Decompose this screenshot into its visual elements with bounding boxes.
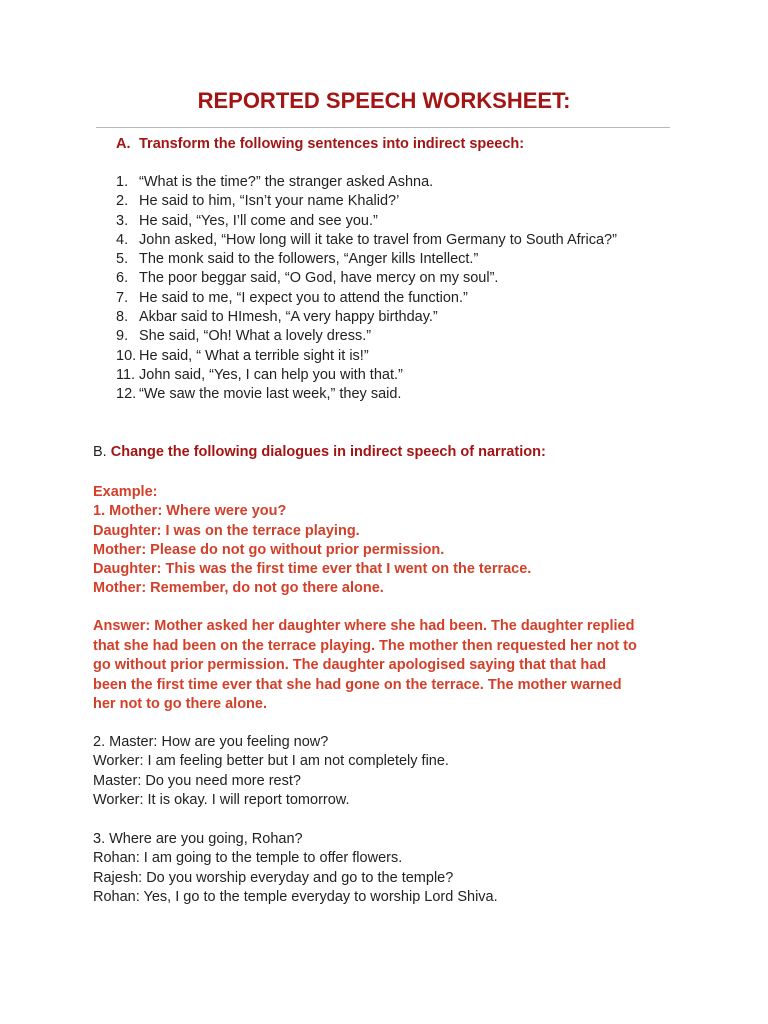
dialogue-line: Rohan: I am going to the temple to offer flowers. xyxy=(93,850,403,867)
item-number: 2. xyxy=(116,193,129,210)
dialogue-line: Rajesh: Do you worship everyday and go to the temple? xyxy=(93,869,454,886)
dialogue-line: 3. Where are you going, Rohan? xyxy=(93,831,303,847)
dialogue-line: Worker: It is okay. I will report tomorrow. xyxy=(93,791,350,808)
item-number: 11. xyxy=(116,366,136,383)
item-number: 4. xyxy=(116,231,129,248)
example-label: Example: xyxy=(93,484,158,500)
item-text: “We saw the movie last week,” they said. xyxy=(139,386,402,403)
answer-line: that she had been on the terrace playing. The mother then requested her not to xyxy=(93,637,637,654)
answer-line: been the first time ever that she had gone on the terrace. The mother warned xyxy=(93,676,622,693)
item-number: 8. xyxy=(116,309,129,326)
item-number: 9. xyxy=(116,328,129,345)
list-item xyxy=(116,212,617,231)
example-answer xyxy=(93,617,683,715)
dialogue-line: Worker: I am feeling better but I am not completely fine. xyxy=(93,753,449,770)
section-b-heading xyxy=(93,444,546,460)
list-item xyxy=(116,366,617,385)
item-number: 10. xyxy=(116,347,137,364)
item-text: The monk said to the followers, “Anger kills Intellect.” xyxy=(139,251,479,268)
page-title: REPORTED SPEECH WORKSHEET: xyxy=(197,88,571,113)
section-a-heading-text: Transform the following sentences into indirect speech: xyxy=(139,136,525,152)
dialogue-line: 2. Master: How are you feeling now? xyxy=(93,734,329,750)
item-number: 12. xyxy=(116,386,137,403)
item-text: He said to me, “I expect you to attend the function.” xyxy=(139,289,468,306)
list-item xyxy=(116,289,617,308)
example-line: Mother: Remember, do not go there alone. xyxy=(93,580,384,597)
dialogue-line: Master: Do you need more rest? xyxy=(93,772,301,789)
item-number: 3. xyxy=(116,212,129,229)
item-text: He said to him, “Isn’t your name Khalid?’ xyxy=(139,193,400,210)
list-item xyxy=(116,269,617,288)
item-text: He said, “ What a terrible sight it is!” xyxy=(139,347,369,364)
example-line: Mother: Please do not go without prior permission. xyxy=(93,541,445,558)
item-text: He said, “Yes, I’ll come and see you.” xyxy=(139,212,378,229)
item-number: 1. xyxy=(116,174,129,190)
answer-line: her not to go there alone. xyxy=(93,696,268,712)
list-item xyxy=(116,327,617,346)
section-b-heading-text: Change the following dialogues in indirect speech of narration: xyxy=(110,444,546,460)
dialogue-line: Rohan: Yes, I go to the temple everyday to worship Lord Shiva. xyxy=(93,888,498,905)
list-item xyxy=(116,192,617,211)
item-text: “What is the time?” the stranger asked Ashna. xyxy=(139,174,434,190)
list-item xyxy=(116,250,617,269)
list-item xyxy=(116,308,617,327)
item-text: Akbar said to HImesh, “A very happy birthday.” xyxy=(139,309,438,326)
section-a-heading xyxy=(116,136,524,152)
example-line: Daughter: I was on the terrace playing. xyxy=(93,522,360,539)
list-item xyxy=(116,173,617,192)
section-b-marker: B. xyxy=(93,444,107,460)
example-line: Daughter: This was the first time ever that I went on the terrace. xyxy=(93,561,532,578)
title-divider xyxy=(96,127,670,128)
item-text: The poor beggar said, “O God, have mercy on my soul”. xyxy=(139,270,499,287)
item-text: She said, “Oh! What a lovely dress.” xyxy=(139,328,372,345)
list-item xyxy=(116,347,617,366)
dialogue-2 xyxy=(93,733,449,810)
example-block xyxy=(93,483,531,599)
section-a-marker: A. xyxy=(116,136,131,152)
item-number: 7. xyxy=(116,289,129,306)
list-item xyxy=(116,231,617,250)
item-text: John said, “Yes, I can help you with that.” xyxy=(139,366,403,383)
example-line: 1. Mother: Where were you? xyxy=(93,503,287,520)
item-number: 6. xyxy=(116,270,129,287)
dialogue-3 xyxy=(93,830,498,907)
item-text: John asked, “How long will it take to travel from Germany to South Africa?” xyxy=(139,231,617,248)
section-a-question-list xyxy=(116,173,617,405)
answer-line: Answer: Mother asked her daughter where she had been. The daughter replied xyxy=(93,618,635,634)
item-number: 5. xyxy=(116,251,129,268)
answer-line: go without prior permission. The daughter apologised saying that that had xyxy=(93,657,607,673)
list-item xyxy=(116,385,617,404)
